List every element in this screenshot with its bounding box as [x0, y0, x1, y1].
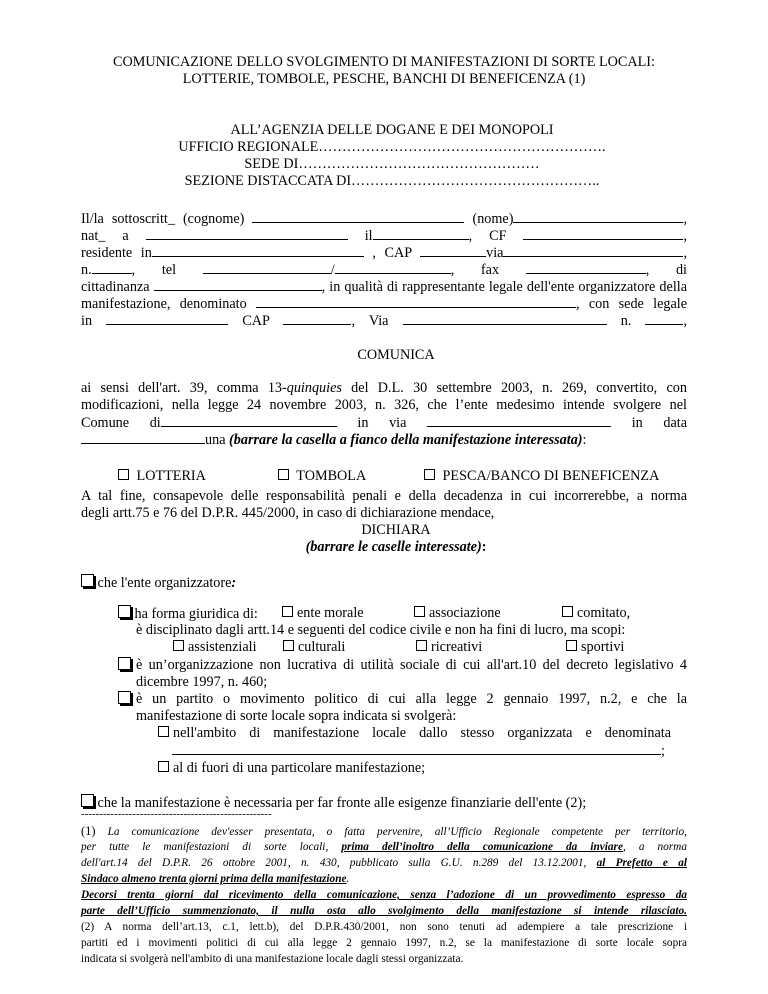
- option-culturali[interactable]: culturali: [283, 639, 345, 656]
- option-pesca-banco[interactable]: PESCA/BANCO DI BENEFICENZA: [424, 468, 659, 485]
- civico-field[interactable]: [92, 261, 132, 274]
- sede-civico-field[interactable]: [645, 312, 683, 325]
- comunica-paragraph-line-2: modificazioni, nella legge 24 novembre 2003, n. 326, che l’ente medesimo intende svolgere nel: [81, 397, 687, 413]
- checkbox-icon[interactable]: [566, 640, 577, 651]
- comunica-paragraph-line-3: Comune di in via in data: [81, 415, 688, 431]
- checkbox-icon[interactable]: [283, 640, 294, 651]
- residenza-field[interactable]: [152, 244, 364, 257]
- cap-residenza-field[interactable]: [420, 244, 486, 257]
- tel-prefisso-field[interactable]: [203, 261, 331, 274]
- cittadinanza-field[interactable]: [154, 278, 322, 291]
- document-title-line-1: COMUNICAZIONE DELLO SVOLGIMENTO DI MANIFESTAZIONI DI SORTE LOCALI:: [113, 54, 655, 70]
- item-ente-organizzatore: che l'ente organizzatore:: [81, 574, 236, 592]
- form-line-name: Il/la sottoscritt_ (cognome) (nome) ,: [81, 211, 688, 227]
- form-line-birth: nat_ a il , CF ,: [81, 228, 687, 244]
- footnote-2-line-2: partiti ed i movimenti politici di cui alla legge 2 gennaio 1997, n.2, se la manifestazione di sorte locale sopra: [81, 937, 687, 949]
- option-sportivi[interactable]: sportivi: [566, 639, 624, 656]
- footnote-2-line-1: (2) A norma dell’art.13, c.1, lett.b), del D.P.R.430/2001, non sono tenuti ad adempiere a tale prescrizione i: [81, 921, 687, 933]
- comunica-paragraph-line-4: una (barrare la casella a fianco della manifestazione interessata):: [81, 431, 687, 449]
- footnote-1-line-3: dell'art.14 del D.P.R. 26 ottobre 2001, n. 430, pubblicato sulla G.U. n.289 del 13.12.2001, al Prefetto e al: [81, 857, 687, 869]
- footnote-separator: ----------------------------------------------------: [81, 808, 272, 820]
- checkbox-icon[interactable]: [158, 726, 169, 737]
- item-disciplinato: è disciplinato dagli artt.14 e seguenti del codice civile e non ha fini di lucro, ma scopi:: [136, 622, 626, 638]
- dichiara-subheading: (barrare le caselle interessate):: [305, 539, 487, 555]
- checkbox-icon[interactable]: [416, 640, 427, 651]
- item-partito: [118, 691, 131, 709]
- item-necessaria: che la manifestazione è necessaria per far fronte alle esigenze finanziarie dell'ente (2);: [81, 794, 586, 812]
- sede-comune-field[interactable]: [106, 312, 228, 325]
- checkbox-icon[interactable]: [173, 640, 184, 651]
- checkbox-icon[interactable]: [118, 605, 131, 618]
- denominazione-ente-field[interactable]: [256, 295, 576, 308]
- fine-paragraph-line-1: A tal fine, consapevole delle responsabilità penali e della decadenza in cui incorrerebbe, a norma: [81, 488, 687, 504]
- tel-numero-field[interactable]: [335, 261, 451, 274]
- checkbox-icon[interactable]: [424, 469, 435, 480]
- checkbox-icon[interactable]: [282, 606, 293, 617]
- address-line-office: UFFICIO REGIONALE…………………………………………………….: [178, 139, 606, 155]
- address-line-agency: ALL’AGENZIA DELLE DOGANE E DEI MONOPOLI: [230, 122, 554, 138]
- checkbox-icon[interactable]: [118, 691, 131, 704]
- item-onlus-text: è un’organizzazione non lucrativa di utilità sociale di cui all'art.10 del decreto legislativo 4: [136, 657, 687, 673]
- via-residenza-field[interactable]: [503, 244, 683, 257]
- checkbox-icon[interactable]: [278, 469, 289, 480]
- form-line-contacts: n. , tel / , fax , di: [81, 262, 687, 278]
- checkbox-icon[interactable]: [81, 574, 94, 587]
- sede-via-field[interactable]: [403, 312, 607, 325]
- footnote-1-line-5: Decorsi trenta giorni dal ricevimento della comunicazione, senza l’adozione di un provvedimento espresso da: [81, 889, 687, 901]
- luogo-nascita-field[interactable]: [146, 227, 348, 240]
- option-nellambito[interactable]: nell'ambito di manifestazione locale dallo stesso organizzata e denominata: [158, 725, 671, 742]
- fax-field[interactable]: [526, 261, 646, 274]
- item-onlus-text-2: dicembre 1997, n. 460;: [136, 674, 268, 690]
- option-comitato[interactable]: comitato,: [562, 605, 630, 622]
- option-ricreativi[interactable]: ricreativi: [416, 639, 482, 656]
- option-associazione[interactable]: associazione: [414, 605, 501, 622]
- option-tombola[interactable]: TOMBOLA: [278, 468, 366, 485]
- checkbox-icon[interactable]: [158, 761, 169, 772]
- address-line-section: SEZIONE DISTACCATA DI……………………………………………..: [184, 173, 600, 189]
- dichiara-heading: DICHIARA: [361, 522, 431, 538]
- data-manifestazione-field[interactable]: [81, 431, 205, 444]
- comunica-heading: COMUNICA: [357, 347, 435, 363]
- fine-paragraph-line-2: degli artt.75 e 76 del D.P.R. 445/2000, in caso di dichiarazione mendace,: [81, 505, 495, 521]
- item-forma-giuridica: ha forma giuridica di:: [118, 605, 258, 623]
- footnote-1-line-6: parte dell’Ufficio summenzionato, il nulla osta allo svolgimento della manifestazione si intende rilasciato.: [81, 905, 687, 917]
- form-line-seat: in CAP , Via n. ,: [81, 313, 687, 329]
- form-line-residence: residente in , CAP via ,: [81, 245, 688, 261]
- document-title-line-2: LOTTERIE, TOMBOLE, PESCHE, BANCHI DI BENEFICENZA (1): [182, 71, 586, 87]
- nome-field[interactable]: [513, 210, 683, 223]
- comunica-paragraph-line-1: ai sensi dell'art. 39, comma 13-quinquies del D.L. 30 settembre 2003, n. 269, convertito, con: [81, 380, 687, 396]
- data-nascita-field[interactable]: [373, 227, 469, 240]
- via-manifestazione-field[interactable]: [427, 414, 611, 427]
- option-lotteria[interactable]: LOTTERIA: [118, 468, 206, 485]
- checkbox-icon[interactable]: [118, 469, 129, 480]
- option-ente-morale[interactable]: ente morale: [282, 605, 364, 622]
- checkbox-icon[interactable]: [414, 606, 425, 617]
- footnote-1-line-1: (1) La comunicazione dev'esser presentata, o fatta pervenire, all’Ufficio Regionale competente per territorio,: [81, 824, 687, 838]
- item-partito-text-2: manifestazione di sorte locale sopra indicata si svolgerà:: [136, 708, 457, 724]
- footnote-1-line-2: per tutte le manifestazioni di sorte locali, prima dell’inoltro della comunicazione da inviare, a norma: [81, 841, 687, 853]
- footnote-2-line-3: indicata si svolgerà nell'ambito di una manifestazione locale dagli stessi organizzata.: [81, 953, 464, 965]
- comune-field[interactable]: [161, 414, 337, 427]
- checkbox-icon[interactable]: [562, 606, 573, 617]
- item-partito-text: è un partito o movimento politico di cui alla legge 2 gennaio 1997, n.2, e che la: [136, 691, 687, 707]
- codice-fiscale-field[interactable]: [523, 227, 683, 240]
- sede-cap-field[interactable]: [283, 312, 351, 325]
- footnote-1-line-4: Sindaco almeno trenta giorni prima della manifestazione.: [81, 873, 350, 885]
- option-assistenziali[interactable]: assistenziali: [173, 639, 257, 656]
- form-line-citizenship: cittadinanza , in qualità di rappresentante legale dell'ente organizzatore della: [81, 279, 687, 295]
- option-fuori[interactable]: al di fuori di una particolare manifestazione;: [158, 760, 425, 777]
- cognome-field[interactable]: [252, 210, 464, 223]
- checkbox-icon[interactable]: [118, 657, 131, 670]
- denominazione-manifestazione-field[interactable]: [172, 742, 661, 755]
- checkbox-icon[interactable]: [81, 794, 94, 807]
- form-line-entity-name: manifestazione, denominato , con sede legale: [81, 296, 687, 312]
- address-line-seat: SEDE DI……………………………………………: [244, 156, 540, 172]
- denominazione-manifestazione-line: ;: [172, 742, 665, 760]
